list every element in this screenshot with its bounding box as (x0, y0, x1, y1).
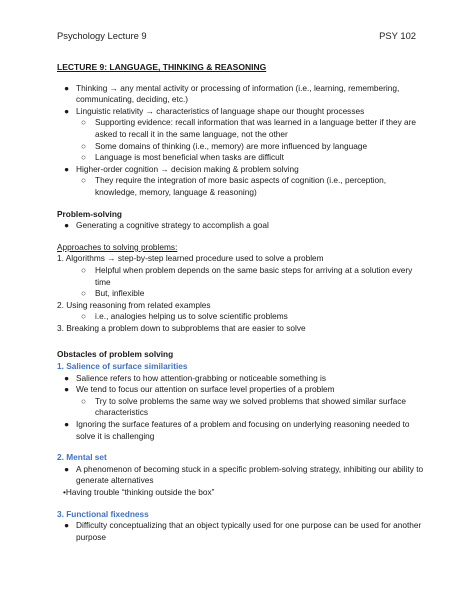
document-body (57, 62, 425, 543)
circle-marker: ○ (81, 140, 87, 151)
sub-bullet (57, 152, 425, 164)
approaches-heading: Approaches to solving problems: (57, 241, 178, 252)
bullet-text: Linguistic relativity → characteristics of language shape our thought processes (76, 105, 365, 116)
obstacle-3-title: 3. Functional fixedness (57, 508, 149, 519)
circle-marker: ○ (81, 117, 87, 128)
sub-bullet-text: They require the integration of more basic aspects of cognition (i.e., perception, knowledge, memory, language & reasoning) (95, 175, 387, 197)
bullet-text: Generating a cognitive strategy to accomplish a goal (76, 220, 269, 231)
sub-bullet-text: Language is most beneficial when tasks are difficult (95, 152, 284, 163)
circle-marker: ○ (81, 264, 87, 275)
obstacle-2-title: 2. Mental set (57, 452, 107, 463)
bullet-marker: ● (64, 463, 70, 474)
circle-marker: ○ (81, 395, 87, 406)
sub-bullet (57, 175, 425, 198)
bullet-surface-focus (57, 384, 425, 396)
circle-marker: ○ (81, 311, 87, 322)
bullet-marker: ● (64, 105, 70, 116)
bullet-marker: ● (64, 384, 70, 395)
bullet-linguistic-relativity (57, 106, 425, 118)
bullet-marker: ● (64, 163, 70, 174)
numbered-item-subproblems: 3. Breaking a problem down to subproblems that are easier to solve (57, 322, 306, 333)
bullet-problem-solving-def (57, 220, 425, 232)
sub-bullet-text: Some domains of thinking (i.e., memory) are more influenced by language (95, 140, 368, 151)
sub-bullet-text: But, inflexible (95, 288, 145, 299)
bullet-marker: ● (64, 220, 70, 231)
bullet-mental-set-def (57, 464, 425, 487)
sub-bullet-text: i.e., analogies helping us to solve scientific problems (95, 311, 288, 322)
mental-set-note: •Having trouble “thinking outside the box” (63, 487, 215, 497)
header-course-code: PSY 102 (379, 30, 416, 41)
section-heading-problem-solving: Problem-solving (57, 208, 123, 219)
sub-bullet-text: Helpful when problem depends on the same basic steps for arriving at a solution every time (95, 264, 413, 287)
header-course-title: Psychology Lecture 9 (57, 30, 147, 41)
circle-marker: ○ (81, 152, 87, 163)
obstacle-1-title: 1. Salience of surface similarities (57, 361, 188, 372)
lecture-title: LECTURE 9: LANGUAGE, THINKING & REASONING (57, 62, 267, 72)
numbered-item-algorithms: 1. Algorithms → step-by-step learned procedure used to solve a problem (57, 253, 324, 264)
sub-bullet (57, 117, 425, 140)
sub-bullet (57, 396, 425, 419)
sub-bullet-text: Supporting evidence: recall information that was learned in a language better if they are asked to recall it in the same language, not the other (95, 117, 417, 139)
numbered-item-reasoning: 2. Using reasoning from related examples (57, 299, 211, 310)
bullet-higher-order-cognition (57, 164, 425, 176)
bullet-marker: ● (64, 82, 70, 93)
sub-bullet-text: Try to solve problems the same way we solved problems that showed similar surface characteristics (95, 395, 406, 418)
bullet-marker: ● (64, 419, 70, 430)
bullet-thinking (57, 83, 425, 106)
bullet-salience-def (57, 373, 425, 385)
sub-bullet (57, 288, 425, 300)
sub-bullet (57, 311, 425, 323)
obstacles-heading: Obstacles of problem solving (57, 349, 174, 360)
bullet-functional-fixedness-def (57, 520, 425, 543)
bullet-text: We tend to focus our attention on surface level properties of a problem (76, 384, 335, 395)
bullet-ignoring-surface (57, 419, 425, 442)
circle-marker: ○ (81, 288, 87, 299)
bullet-marker: ● (64, 520, 70, 531)
bullet-text: Salience refers to how attention-grabbing or noticeable something is (76, 372, 326, 383)
bullet-text: Difficulty conceptualizing that an object typically used for one purpose can be used for another purpose (76, 520, 422, 542)
bullet-text: A phenomenon of becoming stuck in a specific problem-solving strategy, inhibiting our ability to generate alternatives (76, 463, 424, 486)
bullet-text: Thinking → any mental activity or processing of information (i.e., learning, remembering, communicating, deciding, etc.) (76, 82, 400, 105)
sub-bullet (57, 265, 425, 288)
sub-bullet (57, 141, 425, 153)
bullet-text: Ignoring the surface features of a problem and focusing on underlying reasoning needed to solve it is challenging (76, 419, 410, 441)
bullet-text: Higher-order cognition → decision making & problem solving (76, 163, 299, 174)
circle-marker: ○ (81, 175, 87, 186)
bullet-marker: ● (64, 372, 70, 383)
